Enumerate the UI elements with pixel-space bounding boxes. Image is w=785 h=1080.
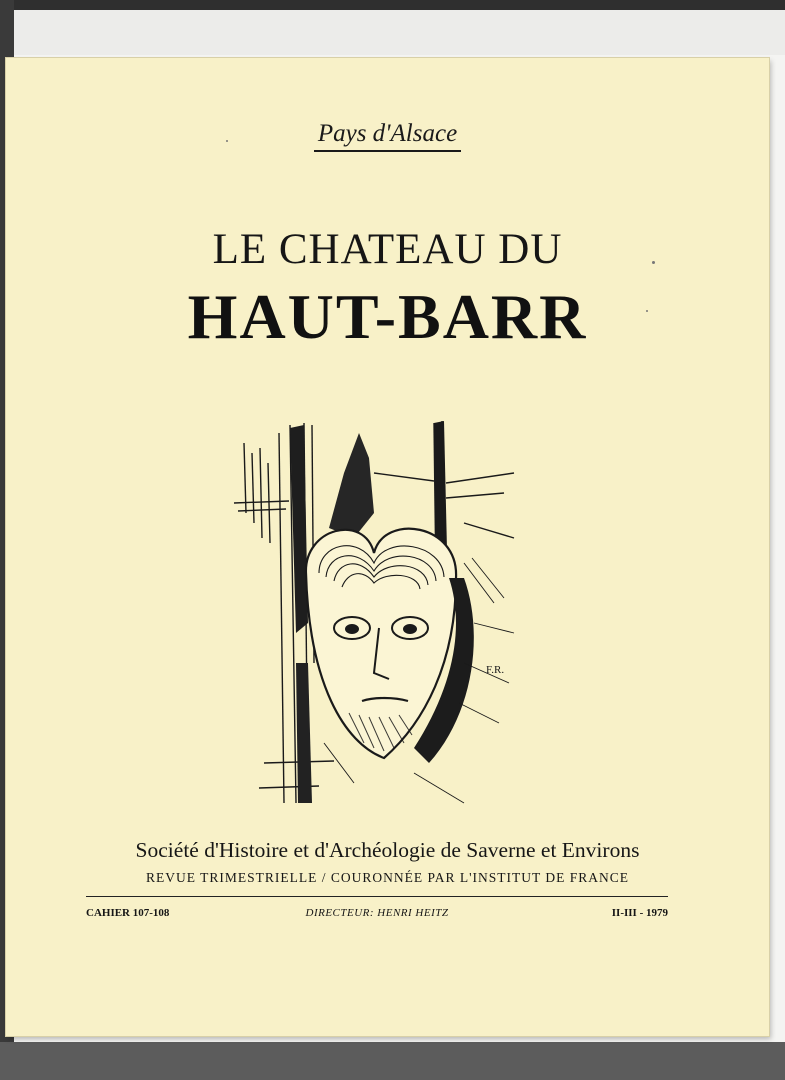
society-name: Société d'Histoire et d'Archéologie de Saverne et Environs bbox=[135, 838, 640, 862]
paper-speck bbox=[646, 310, 648, 312]
footer-divider bbox=[86, 896, 668, 897]
paper-speck bbox=[226, 140, 228, 142]
title-line-1: LE CHATEAU DU bbox=[212, 226, 563, 273]
paper-speck bbox=[652, 261, 655, 264]
publication-subtitle: REVUE TRIMESTRIELLE / COURONNÉE PAR L'INSTITUT DE FRANCE bbox=[145, 870, 630, 885]
director-line: DIRECTEUR: HENRI HEITZ bbox=[305, 907, 449, 919]
carved-face-illustration bbox=[224, 363, 524, 813]
series-heading bbox=[6, 120, 769, 148]
issue-number: CAHIER 107-108 bbox=[86, 907, 170, 919]
illustration-signature: F.R. bbox=[486, 664, 505, 676]
booklet-cover bbox=[6, 58, 769, 1036]
title-line-2: HAUT-BARR bbox=[187, 281, 588, 352]
series-label: Pays d'Alsace bbox=[314, 120, 461, 152]
issue-date: II-III - 1979 bbox=[611, 907, 668, 919]
scan-edge-top bbox=[0, 0, 785, 10]
scan-background-bottom bbox=[0, 1042, 785, 1080]
